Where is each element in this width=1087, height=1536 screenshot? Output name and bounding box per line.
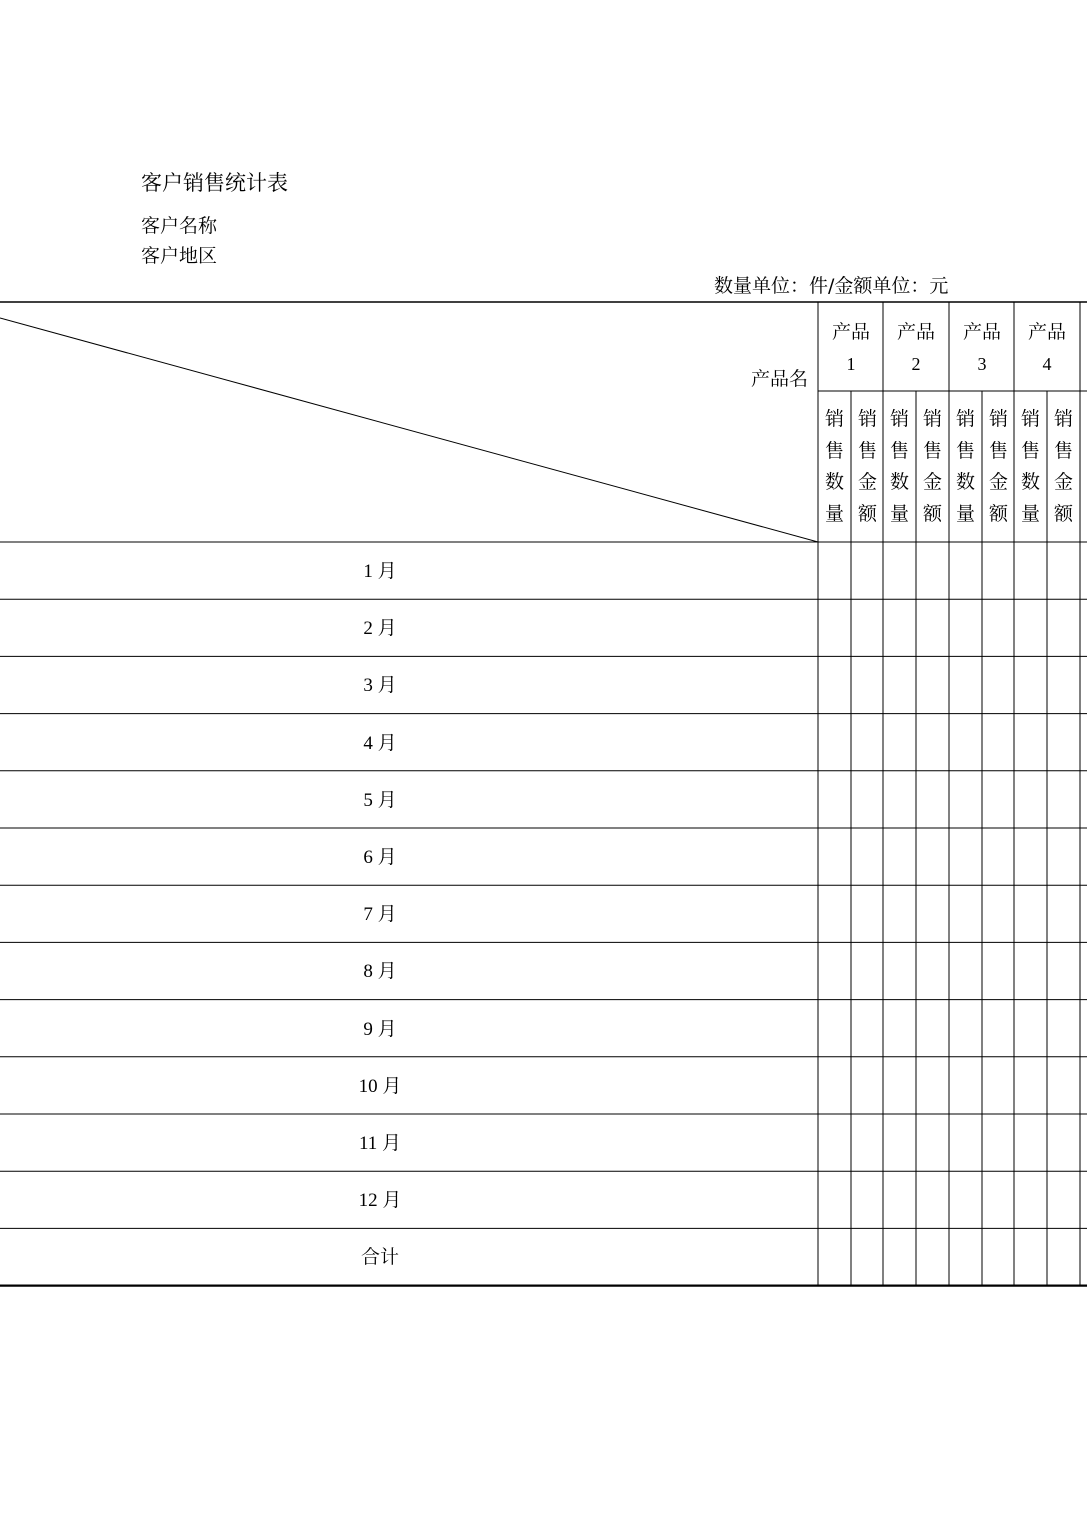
sub-column-header-char: 额: [922, 502, 942, 525]
row-label-text: 月: [377, 846, 397, 868]
sub-column-header-char: 量: [824, 502, 844, 525]
product-header-number: 1: [846, 354, 856, 374]
sub-column-header-char: 数: [1020, 471, 1040, 493]
sub-column-header-char: 售: [955, 439, 975, 462]
month-number: 11: [358, 1133, 383, 1154]
total-row-label: [280, 1229, 480, 1286]
sub-column-header: [983, 404, 1015, 530]
product-header-number: 3: [977, 354, 987, 374]
sub-column-header-char: 量: [889, 502, 909, 525]
sub-column-header-char: 售: [988, 439, 1008, 462]
product-header-1: [818, 316, 884, 380]
month-row-label: [280, 1001, 480, 1058]
month-number: 6: [363, 847, 378, 868]
month-row-label: [280, 715, 480, 772]
month-number: 4: [363, 732, 378, 754]
sub-column-header-char: 金: [922, 471, 942, 493]
sub-column-header: [1015, 404, 1047, 530]
sub-column-header: [884, 404, 916, 530]
sub-column-header-char: 售: [922, 439, 942, 462]
sub-column-header-char: 数: [889, 471, 909, 493]
row-label-text: 月: [377, 674, 397, 697]
sub-column-header-char: 销: [824, 408, 844, 430]
month-number: 12: [358, 1190, 383, 1212]
customer-region-label: 客户地区: [141, 245, 218, 267]
row-label-text: 合计: [360, 1246, 399, 1269]
units-note: 数量单位：件/金额单位：元: [714, 275, 949, 297]
sub-column-header-char: 数: [955, 471, 975, 493]
sub-column-header: [819, 404, 851, 530]
corner-diagonal-line: [0, 318, 818, 542]
sub-column-header-char: 金: [1053, 471, 1073, 493]
month-number: 9: [363, 1018, 378, 1040]
product-header-label: 产品: [1027, 321, 1066, 343]
customer-name-label: 客户名称: [141, 215, 218, 237]
row-label-text: 月: [377, 788, 397, 811]
month-number: 8: [363, 961, 378, 983]
sub-column-header-char: 售: [889, 439, 909, 462]
month-number: 2: [363, 618, 378, 640]
month-row-label: [280, 600, 480, 657]
month-row-label: [280, 1172, 480, 1229]
product-header-2: [883, 316, 949, 380]
row-label-text: 月: [382, 1132, 402, 1154]
sub-column-header-char: 售: [1020, 439, 1040, 462]
sub-column-header: [950, 404, 982, 530]
sub-column-header-char: 额: [857, 502, 877, 525]
sub-column-header-char: 数: [824, 471, 844, 493]
month-number: 7: [363, 904, 378, 926]
product-header-number: 4: [1042, 354, 1052, 374]
sub-column-header: [1048, 404, 1080, 530]
month-number: 3: [363, 675, 378, 697]
product-header-4: [1014, 316, 1080, 380]
row-label-text: 月: [377, 617, 397, 640]
corner-header-label: 产品名: [751, 368, 809, 390]
row-label-text: 月: [377, 903, 397, 926]
row-label-text: 月: [382, 1189, 402, 1212]
product-header-label: 产品: [831, 321, 870, 343]
sub-column-header-char: 销: [857, 408, 877, 430]
sub-column-header-char: 销: [1020, 408, 1040, 430]
sub-column-header-char: 售: [857, 439, 877, 462]
month-row-label: [280, 543, 480, 600]
sub-column-header-char: 量: [1020, 502, 1040, 525]
month-row-label: [280, 829, 480, 886]
month-number: 1: [363, 561, 378, 582]
sub-column-header-char: 销: [1053, 408, 1073, 430]
sub-column-header: [852, 404, 884, 530]
product-header-3: [949, 316, 1015, 380]
row-label-text: 月: [377, 731, 397, 754]
sub-column-header-char: 金: [988, 471, 1008, 493]
sub-column-header-char: 销: [922, 408, 942, 430]
month-number: 5: [363, 789, 378, 811]
row-label-text: 月: [382, 1074, 402, 1097]
month-number: 10: [358, 1075, 383, 1097]
sub-column-header-char: 售: [1053, 439, 1073, 462]
month-row-label: [280, 772, 480, 829]
sub-column-header-char: 额: [1053, 502, 1073, 525]
sub-column-header-char: 销: [889, 408, 909, 430]
sub-column-header-char: 售: [824, 439, 844, 462]
row-label-text: 月: [377, 1017, 397, 1040]
row-label-text: 月: [377, 560, 397, 582]
sub-column-header-char: 销: [988, 408, 1008, 430]
product-header-label: 产品: [962, 321, 1001, 343]
sub-column-header-char: 量: [955, 502, 975, 525]
sub-column-header-char: 额: [988, 502, 1008, 525]
month-row-label: [280, 657, 480, 714]
month-row-label: [280, 943, 480, 1000]
product-header-number: 2: [911, 354, 921, 374]
month-row-label: [280, 1115, 480, 1172]
product-header-label: 产品: [896, 321, 935, 343]
row-label-text: 月: [377, 960, 397, 983]
sub-column-header-char: 金: [857, 471, 877, 493]
month-row-label: [280, 886, 480, 943]
sub-column-header: [917, 404, 949, 530]
document-title: 客户销售统计表: [141, 171, 288, 195]
sub-column-header-char: 销: [955, 408, 975, 430]
month-row-label: [280, 1058, 480, 1115]
